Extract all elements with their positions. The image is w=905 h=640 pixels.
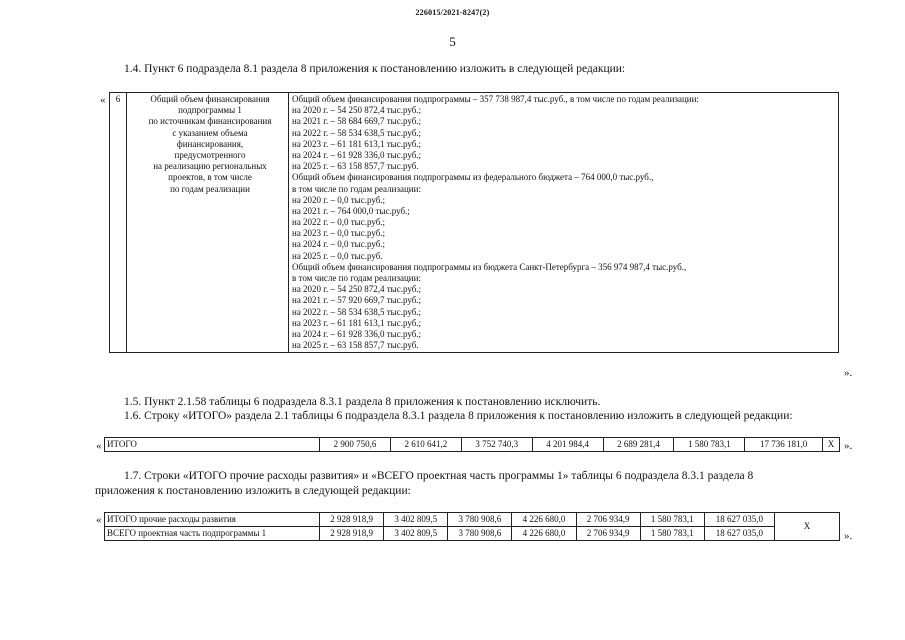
open-quote: « xyxy=(100,94,106,106)
document-number: 226015/2021-8247(2) xyxy=(415,8,490,17)
content-line: Общий объем финансирования подпрограммы из бюджета Санкт-Петербурга – 356 974 987,4 тыс.руб., xyxy=(292,261,687,272)
row-label: ВСЕГО проектная часть подпрограммы 1 xyxy=(105,527,320,541)
content-line: на 2023 г. – 61 181 613,1 тыс.руб.; xyxy=(292,138,422,149)
row-number: 6 xyxy=(110,93,127,353)
content-line: на 2022 г. – 58 534 638,5 тыс.руб.; xyxy=(292,127,422,138)
value-cell: 2 928 918,9 xyxy=(320,513,384,527)
content-line: на 2020 г. – 0,0 тыс.руб.; xyxy=(292,194,386,205)
value-cell: 3 402 809,5 xyxy=(384,513,448,527)
name-line: по источникам финансирования xyxy=(148,116,272,127)
value-cell: 1 580 783,1 xyxy=(640,513,704,527)
totals-table xyxy=(104,512,840,541)
value-cell: 17 736 181,0 xyxy=(745,438,823,452)
value-cell: 4 201 984,4 xyxy=(532,438,603,452)
value-cell: 2 610 641,2 xyxy=(390,438,461,452)
content-line: на 2022 г. – 58 534 638,5 тыс.руб.; xyxy=(292,306,422,317)
value-cell: 4 226 680,0 xyxy=(512,513,576,527)
value-cell: 1 580 783,1 xyxy=(674,438,745,452)
content-line: в том числе по годам реализации: xyxy=(292,183,421,194)
content-line: Общий объем финансирования подпрограммы из федерального бюджета – 764 000,0 тыс.руб., xyxy=(292,172,654,183)
row-name xyxy=(127,93,289,353)
name-line: Общий объем финансирования xyxy=(150,94,270,104)
content-line: на 2025 г. – 63 158 857,7 тыс.руб. xyxy=(292,340,419,351)
content-line: Общий объем финансирования подпрограммы – 357 738 987,4 тыс.руб., в том числе по годам реализации: xyxy=(292,94,699,104)
value-cell: 4 226 680,0 xyxy=(512,527,576,541)
content-line: на 2024 г. – 0,0 тыс.руб.; xyxy=(292,239,386,250)
content-line: на 2025 г. – 0,0 тыс.руб. xyxy=(292,250,383,261)
paragraph-1-7-line1: 1.7. Строки «ИТОГО прочие расходы развития» и «ВСЕГО проектная часть программы 1» таблицы 6 подраздела 8.3.1 раздела 8 xyxy=(124,470,754,482)
open-quote: « xyxy=(96,440,102,452)
close-quote: ». xyxy=(844,440,853,452)
name-line: на реализацию региональных xyxy=(153,161,267,172)
close-quote: ». xyxy=(844,530,853,542)
value-cell: 2 900 750,6 xyxy=(320,438,391,452)
name-line: предусмотренного xyxy=(174,149,246,160)
content-line: на 2024 г. – 61 928 336,0 тыс.руб.; xyxy=(292,328,422,339)
name-line: подпрограммы 1 xyxy=(178,105,242,116)
content-line: на 2020 г. – 54 250 872,4 тыс.руб.; xyxy=(292,284,422,295)
table-row xyxy=(105,527,840,541)
paragraph-1-4: 1.4. Пункт 6 подраздела 8.1 раздела 8 приложения к постановлению изложить в следующей редакции: xyxy=(124,63,626,75)
content-line: на 2023 г. – 61 181 613,1 тыс.руб.; xyxy=(292,317,422,328)
row-content xyxy=(289,93,839,353)
content-line: на 2020 г. – 54 250 872,4 тыс.руб.; xyxy=(292,105,422,116)
value-cell: 3 780 908,6 xyxy=(448,513,512,527)
open-quote: « xyxy=(96,514,102,526)
value-cell: 3 752 740,3 xyxy=(461,438,532,452)
value-cell: 2 689 281,4 xyxy=(603,438,674,452)
value-cell: 1 580 783,1 xyxy=(640,527,704,541)
table-row xyxy=(105,438,840,452)
row-label: ИТОГО прочие расходы развития xyxy=(105,513,320,527)
value-cell: 2 706 934,9 xyxy=(576,513,640,527)
content-line: на 2022 г. – 0,0 тыс.руб.; xyxy=(292,217,386,228)
value-cell: 3 780 908,6 xyxy=(448,527,512,541)
name-line: по годам реализации xyxy=(170,183,250,194)
table-row xyxy=(105,513,840,527)
value-cell: 3 402 809,5 xyxy=(384,527,448,541)
value-cell: 2 928 918,9 xyxy=(320,527,384,541)
row-label: ИТОГО xyxy=(105,438,320,452)
name-line: проектов, в том числе xyxy=(168,172,252,183)
content-line: на 2025 г. – 63 158 857,7 тыс.руб. xyxy=(292,161,419,172)
name-line: финансирования, xyxy=(176,138,244,149)
paragraph-1-7-line2: приложения к постановлению изложить в следующей редакции: xyxy=(95,485,411,497)
value-cell: 18 627 035,0 xyxy=(704,513,774,527)
value-cell: 2 706 934,9 xyxy=(576,527,640,541)
page-number: 5 xyxy=(449,34,456,49)
close-quote: ». xyxy=(844,367,853,379)
table-row xyxy=(110,93,839,353)
content-line: на 2021 г. – 57 920 669,7 тыс.руб.; xyxy=(292,295,422,306)
content-line: на 2023 г. – 0,0 тыс.руб.; xyxy=(292,228,386,239)
paragraph-1-5: 1.5. Пункт 2.1.58 таблицы 6 подраздела 8.3.1 раздела 8 приложения к постановлению исключить. xyxy=(124,396,601,408)
funding-table xyxy=(109,92,839,353)
value-cell: X xyxy=(822,438,839,452)
x-mark-cell: X xyxy=(775,513,840,541)
content-line: на 2021 г. – 58 684 669,7 тыс.руб.; xyxy=(292,116,422,127)
content-line: на 2021 г. – 764 000,0 тыс.руб.; xyxy=(292,205,410,216)
paragraph-1-6: 1.6. Строку «ИТОГО» раздела 2.1 таблицы 6 подраздела 8.3.1 раздела 8 приложения к постановлению изложить в следующей редакции: xyxy=(124,410,793,422)
content-line: в том числе по годам реализации: xyxy=(292,273,421,283)
itogo-table xyxy=(104,437,840,452)
value-cell: 18 627 035,0 xyxy=(704,527,774,541)
name-line: с указанием объема xyxy=(172,127,248,138)
content-line: на 2024 г. – 61 928 336,0 тыс.руб.; xyxy=(292,149,422,160)
